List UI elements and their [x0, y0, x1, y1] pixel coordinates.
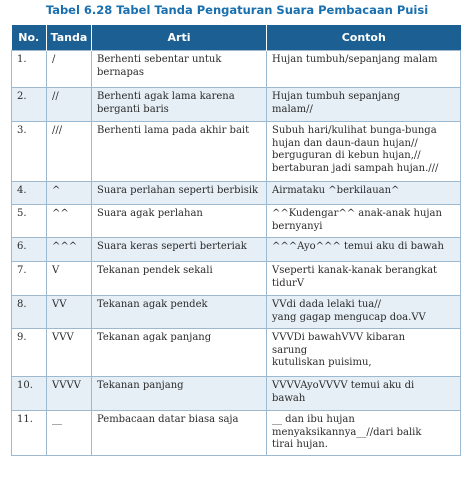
- cell-arti: Berhenti agak lama karena berganti baris: [92, 88, 267, 122]
- cell-contoh: Airmataku ^berkilauan^: [267, 182, 461, 205]
- cell-tanda: __: [47, 411, 92, 456]
- cell-contoh: Hujan tumbuh/sepanjang malam: [267, 51, 461, 88]
- cell-no: 5.: [12, 205, 47, 238]
- cell-tanda: //: [47, 88, 92, 122]
- table-row: [12, 296, 461, 329]
- table-row: [12, 411, 461, 456]
- cell-tanda: VVVV: [47, 377, 92, 411]
- table-row: [12, 51, 461, 88]
- table-row: [12, 377, 461, 411]
- table-row: [12, 182, 461, 205]
- cell-arti: Tekanan panjang: [92, 377, 267, 411]
- cell-arti: Tekanan agak pendek: [92, 296, 267, 329]
- cell-tanda: VV: [47, 296, 92, 329]
- cell-tanda: ^^^: [47, 238, 92, 262]
- table-row: [12, 205, 461, 238]
- punctuation-marks-table: [11, 25, 461, 456]
- header-tanda: Tanda: [47, 25, 92, 51]
- cell-no: 8.: [12, 296, 47, 329]
- header-no: No.: [12, 25, 47, 51]
- cell-contoh: Subuh hari/kulihat bunga-bunga hujan dan daun-daun hujan// berguguran di kebun hujan,// bertaburan jadi sampah hujan.///: [267, 122, 461, 182]
- cell-arti: Tekanan pendek sekali: [92, 262, 267, 296]
- table-caption: Tabel 6.28 Tabel Tanda Pengaturan Suara Pembacaan Puisi: [45, 3, 429, 17]
- cell-no: 11.: [12, 411, 47, 456]
- cell-contoh: VVVVAyoVVVV temui aku di bawah: [267, 377, 461, 411]
- cell-contoh: Vseperti kanak-kanak berangkat tidurV: [267, 262, 461, 296]
- cell-tanda: ///: [47, 122, 92, 182]
- cell-arti: Tekanan agak panjang: [92, 329, 267, 377]
- cell-arti: Berhenti lama pada akhir bait: [92, 122, 267, 182]
- cell-contoh: VVVDi bawahVVV kibaran sarung kutuliskan puisimu,: [267, 329, 461, 377]
- cell-no: 4.: [12, 182, 47, 205]
- table-row: [12, 238, 461, 262]
- cell-no: 1.: [12, 51, 47, 88]
- cell-contoh: ^^Kudengar^^ anak-anak hujan bernyanyi: [267, 205, 461, 238]
- table-row: [12, 122, 461, 182]
- cell-contoh: __ dan ibu hujan menyaksikannya__//dari balik tirai hujan.: [267, 411, 461, 456]
- cell-arti: Pembacaan datar biasa saja: [92, 411, 267, 456]
- cell-tanda: VVV: [47, 329, 92, 377]
- cell-contoh: VVdi dada lelaki tua// yang gagap mengucap doa.VV: [267, 296, 461, 329]
- cell-contoh: Hujan tumbuh sepanjang malam//: [267, 88, 461, 122]
- cell-arti: Suara agak perlahan: [92, 205, 267, 238]
- table-row: [12, 329, 461, 377]
- table-row: [12, 88, 461, 122]
- cell-tanda: V: [47, 262, 92, 296]
- table-header-row: [12, 25, 461, 51]
- cell-no: 10.: [12, 377, 47, 411]
- cell-contoh: ^^^Ayo^^^ temui aku di bawah: [267, 238, 461, 262]
- cell-no: 9.: [12, 329, 47, 377]
- cell-tanda: ^^: [47, 205, 92, 238]
- header-arti: Arti: [92, 25, 267, 51]
- cell-arti: Suara keras seperti berteriak: [92, 238, 267, 262]
- header-contoh: Contoh: [267, 25, 461, 51]
- table-row: [12, 262, 461, 296]
- cell-arti: Berhenti sebentar untuk bernapas: [92, 51, 267, 88]
- cell-no: 3.: [12, 122, 47, 182]
- cell-no: 7.: [12, 262, 47, 296]
- cell-tanda: /: [47, 51, 92, 88]
- cell-no: 2.: [12, 88, 47, 122]
- cell-arti: Suara perlahan seperti berbisik: [92, 182, 267, 205]
- cell-no: 6.: [12, 238, 47, 262]
- cell-tanda: ^: [47, 182, 92, 205]
